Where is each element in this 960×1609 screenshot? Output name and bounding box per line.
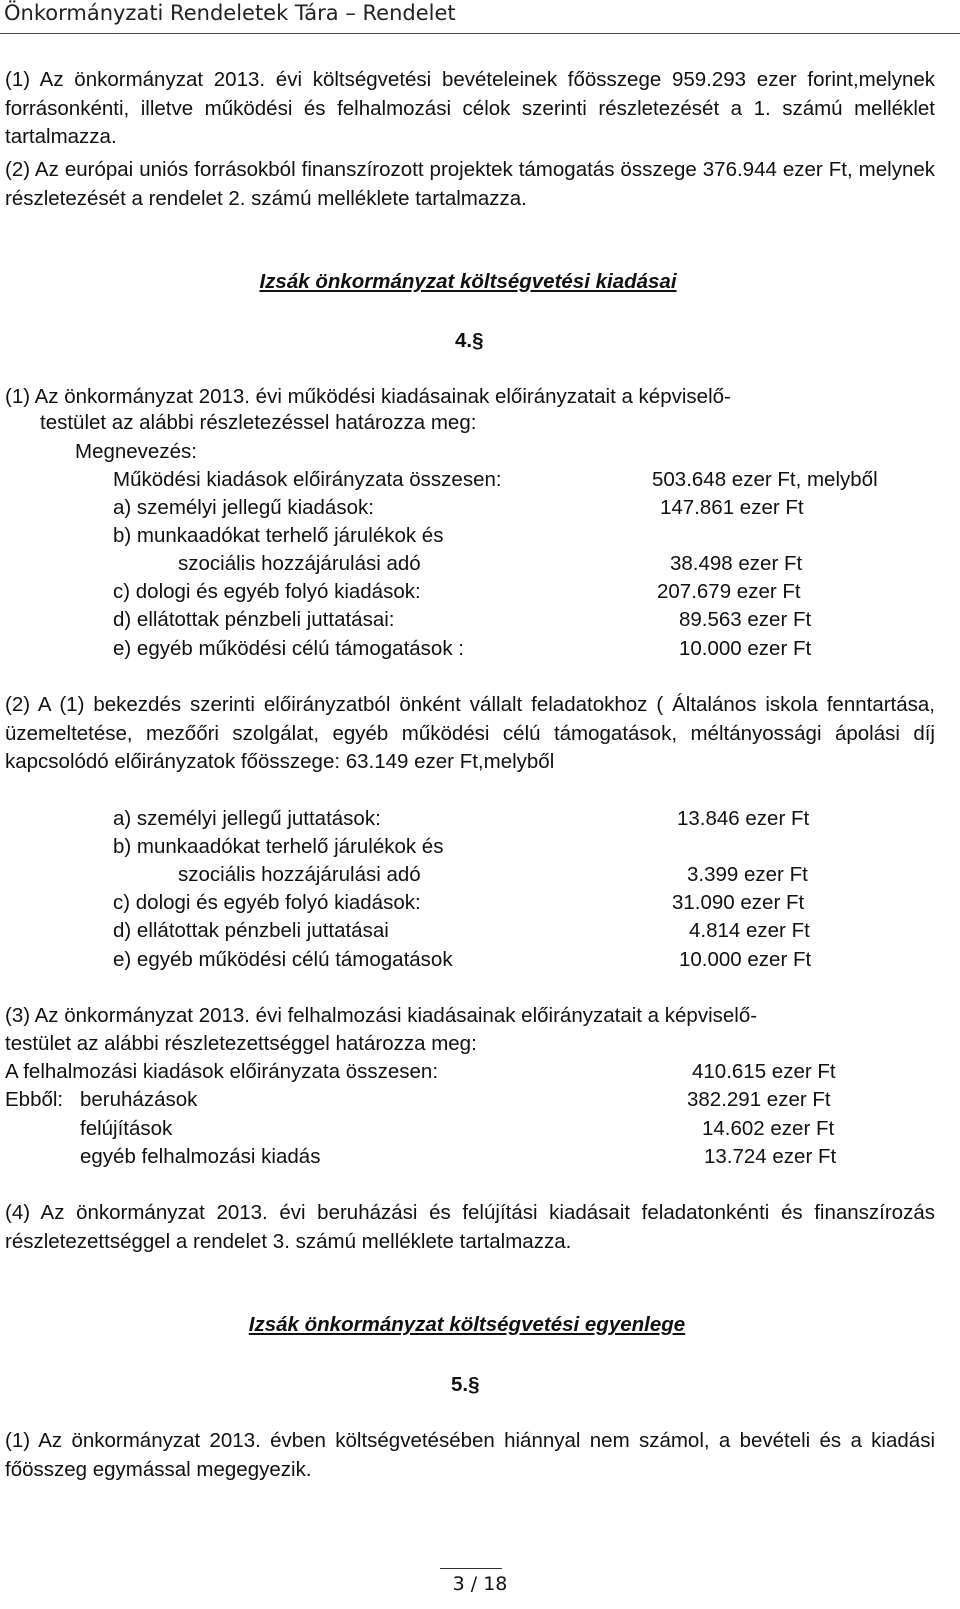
s4-p1-item-a-label: a) személyi jellegű kiadások:: [113, 496, 374, 519]
s4-paragraph-2: (2) A (1) bekezdés szerinti előirányzatból önként vállalt feladatokhoz ( Általános iskola fenntartása, üzemeltetése, mezőőri szolgálat, egyéb működési célú támogatások, méltányossági ápolási díj kapcsolódó előirányzatok főösszege: 63.149 ezer Ft,melyből: [5, 693, 935, 773]
s4-p1-megnevezes: Megnevezés:: [75, 440, 197, 463]
s4-p2-item-e-label: e) egyéb működési célú támogatások: [113, 948, 453, 971]
page-number: 3 / 18: [452, 1573, 508, 1595]
footer-divider: [440, 1568, 502, 1569]
s4-p1-item-d-value: 89.563 ezer Ft: [679, 608, 812, 631]
s4-p1-item-c-label: c) dologi és egyéb folyó kiadások:: [113, 580, 421, 603]
s4-p2-item-a-label: a) személyi jellegű juttatások:: [113, 807, 381, 830]
s4-p2-item-b-label: b) munkaadókat terhelő járulékok és: [113, 835, 444, 858]
s4-p3-item-egyeb-label: egyéb felhalmozási kiadás: [80, 1145, 321, 1168]
s4-p3-item-felujitasok-value: 14.602 ezer Ft: [702, 1117, 835, 1140]
s4-p3-ebbol: Ebből:: [5, 1088, 64, 1111]
s4-p3-item-beruhazasok-label: beruházások: [80, 1088, 198, 1111]
s4-p2-item-a-value: 13.846 ezer Ft: [677, 807, 810, 830]
s4-p1-item-e-value: 10.000 ezer Ft: [679, 637, 812, 660]
s4-p1-item-b-value: 38.498 ezer Ft: [670, 552, 803, 575]
s4-p1-intro-line2: testület az alábbi részletezéssel határozza meg:: [40, 411, 477, 434]
s4-p2-item-e-value: 10.000 ezer Ft: [679, 948, 812, 971]
s4-p3-item-felujitasok-label: felújítások: [80, 1117, 173, 1140]
paragraph-2: (2) Az európai uniós forrásokból finanszírozott projektek támogatás összege 376.944 ezer Ft, melynek részletezését a rendelet 2. számú melléklete tartalmazza.: [5, 158, 935, 210]
s4-p1-total-label: Működési kiadások előirányzata összesen:: [113, 468, 502, 491]
section-number-5: 5.§: [451, 1373, 480, 1396]
header-title: Önkormányzati Rendeletek Tára – Rendelet: [4, 1, 456, 25]
s4-p3-total-value: 410.615 ezer Ft: [692, 1060, 836, 1083]
s4-paragraph-4: (4) Az önkormányzat 2013. évi beruházási és felújítási kiadásait feladatonkénti és finanszírozás részletezettséggel a rendelet 3. számú melléklete tartalmazza.: [5, 1201, 935, 1253]
section-heading-balance: Izsák önkormányzat költségvetési egyenlege: [248, 1313, 686, 1336]
s4-p1-item-d-label: d) ellátottak pénzbeli juttatásai:: [113, 608, 395, 631]
s4-p2-item-b-label2: szociális hozzájárulási adó: [178, 863, 421, 886]
s4-p2-item-d-value: 4.814 ezer Ft: [689, 919, 810, 942]
s4-p1-item-c-value: 207.679 ezer Ft: [657, 580, 801, 603]
s4-p1-item-b-label: b) munkaadókat terhelő járulékok és: [113, 524, 444, 547]
s4-p2-item-c-label: c) dologi és egyéb folyó kiadások:: [113, 891, 421, 914]
s4-p1-item-e-label: e) egyéb működési célú támogatások :: [113, 637, 464, 660]
s4-p3-intro-line2: testület az alábbi részletezettséggel határozza meg:: [5, 1032, 477, 1055]
s4-p2-item-c-value: 31.090 ezer Ft: [672, 891, 805, 914]
document-header: [0, 0, 960, 34]
section-number-4: 4.§: [455, 329, 484, 352]
header-divider: [0, 33, 960, 34]
s4-p1-item-b-label2: szociális hozzájárulási adó: [178, 552, 421, 575]
s4-p2-item-b-value: 3.399 ezer Ft: [687, 863, 808, 886]
s4-p3-item-egyeb-value: 13.724 ezer Ft: [704, 1145, 837, 1168]
s5-paragraph-1: (1) Az önkormányzat 2013. évben költségvetésében hiánnyal nem számol, a bevételi és a kiadási főösszeg egymással megegyezik.: [5, 1429, 935, 1481]
s4-p3-item-beruhazasok-value: 382.291 ezer Ft: [687, 1088, 831, 1111]
s4-p1-item-a-value: 147.861 ezer Ft: [660, 496, 804, 519]
s4-p1-total-value: 503.648 ezer Ft, melyből: [652, 468, 878, 491]
paragraph-1: (1) Az önkormányzat 2013. évi költségvetési bevételeinek főösszege 959.293 ezer forint,melynek forrásonkénti, illetve működési és felhalmozási célok szerinti részletezését a 1. számú melléklet tartalmazza.: [5, 68, 935, 148]
s4-p1-intro-line1: (1) Az önkormányzat 2013. évi működési kiadásainak előirányzatait a képviselő-: [5, 385, 731, 408]
s4-p2-item-d-label: d) ellátottak pénzbeli juttatásai: [113, 919, 389, 942]
s4-p3-intro-line1: (3) Az önkormányzat 2013. évi felhalmozási kiadásainak előirányzatait a képviselő-: [5, 1004, 758, 1027]
s4-p3-total-label: A felhalmozási kiadások előirányzata összesen:: [5, 1060, 439, 1083]
section-heading-expenses: Izsák önkormányzat költségvetési kiadásai: [259, 270, 677, 293]
